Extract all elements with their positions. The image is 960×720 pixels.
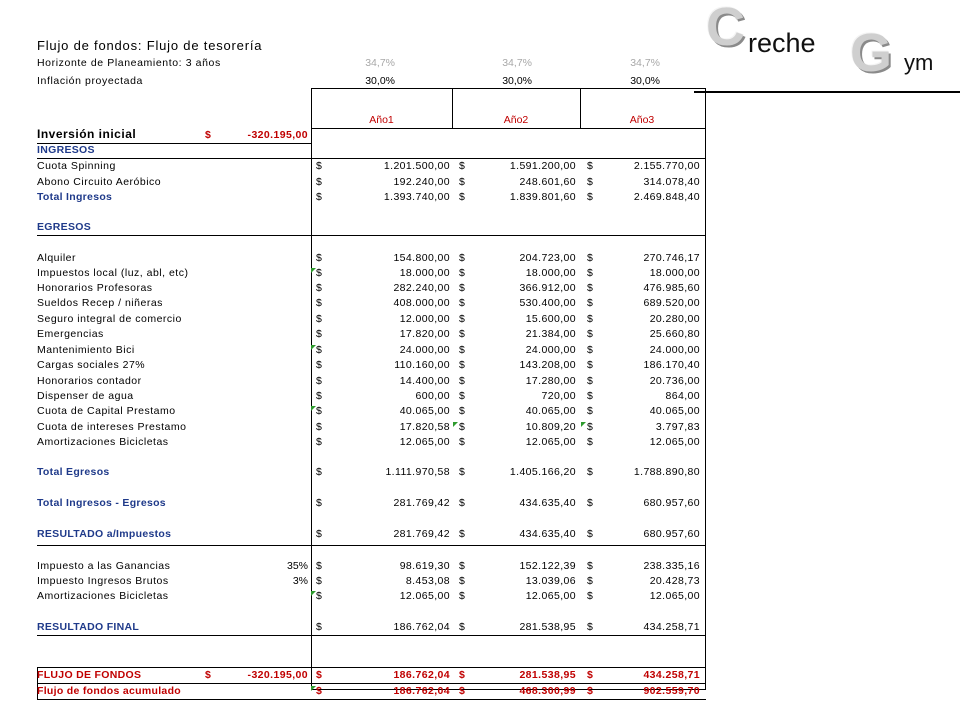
row-currency: $ (316, 528, 322, 540)
row-value: 20.280,00 (649, 313, 700, 325)
row-currency: $ (316, 685, 322, 697)
row-currency: $ (587, 560, 593, 572)
row-value: 12.065,00 (649, 436, 700, 448)
row-currency: $ (587, 466, 593, 478)
row-currency: $ (587, 590, 593, 602)
row-label: Mantenimiento Bici (37, 344, 135, 356)
row-currency: $ (459, 297, 465, 309)
investment-currency: $ (205, 129, 211, 141)
row-currency: $ (459, 436, 465, 448)
row-currency: $ (316, 252, 322, 264)
row-value: 270.746,17 (643, 252, 700, 264)
row-currency: $ (316, 405, 322, 417)
row-label: Sueldos Recep / niñeras (37, 297, 163, 309)
row-value: 1.405.166,20 (509, 466, 576, 478)
row-currency: $ (459, 313, 465, 325)
ingresos-divider (37, 158, 706, 159)
row-value: 12.065,00 (525, 590, 576, 602)
row-currency: $ (587, 621, 593, 633)
row-value: 408.000,00 (393, 297, 450, 309)
row-currency: $ (587, 160, 593, 172)
year-header-3: Año3 (629, 114, 655, 126)
table-row (0, 436, 960, 452)
row-currency: $ (587, 328, 593, 340)
row-value: 689.520,00 (643, 297, 700, 309)
row-currency: $ (459, 328, 465, 340)
row-label: Impuestos local (luz, abl, etc) (37, 267, 189, 279)
table-row (0, 297, 960, 313)
row-currency: $ (316, 282, 322, 294)
table-row (0, 575, 960, 591)
row-currency: $ (587, 344, 593, 356)
row-currency: $ (587, 375, 593, 387)
tax-divider (37, 545, 706, 546)
row-label: Cuota Spinning (37, 160, 116, 172)
row-value: 186.762,04 (393, 669, 450, 681)
row-label: Total Egresos (37, 466, 110, 478)
row-currency: $ (459, 267, 465, 279)
row-currency: $ (316, 436, 322, 448)
horizon-value-1: 34,7% (365, 57, 395, 69)
row-value: 864,00 (665, 390, 700, 402)
row-value: 1.111.970,58 (385, 466, 450, 478)
row-currency: $ (459, 390, 465, 402)
row-currency: $ (587, 390, 593, 402)
cell-comment-marker (311, 591, 316, 596)
row-currency: $ (459, 344, 465, 356)
row-currency: $ (587, 421, 593, 433)
row-currency: $ (587, 359, 593, 371)
row-currency: $ (587, 669, 593, 681)
row-value: 314.078,40 (643, 176, 700, 188)
row-currency: $ (459, 252, 465, 264)
row-value: 204.723,00 (519, 252, 576, 264)
sheet-title: Flujo de fondos: Flujo de tesorería (37, 38, 263, 53)
row-value: 17.280,00 (525, 375, 576, 387)
row-label: Honorarios contador (37, 375, 142, 387)
table-row (0, 252, 960, 268)
row-value: 186.170,40 (643, 359, 700, 371)
row-label: Cargas sociales 27% (37, 359, 146, 371)
table-row (0, 267, 960, 283)
row-value: 13.039,06 (525, 575, 576, 587)
row-value: 434.635,40 (519, 497, 576, 509)
row-label: Impuesto Ingresos Brutos (37, 575, 169, 587)
horizon-value-3: 34,7% (630, 57, 660, 69)
row-currency: $ (459, 405, 465, 417)
row-currency: $ (316, 297, 322, 309)
table-row (0, 344, 960, 360)
row-currency: $ (587, 282, 593, 294)
row-value: 238.335,16 (643, 560, 700, 572)
table-row (0, 405, 960, 421)
row-value: 720,00 (541, 390, 576, 402)
row-value: 40.065,00 (649, 405, 700, 417)
row-currency: $ (459, 282, 465, 294)
row-currency: $ (459, 575, 465, 587)
row-currency: $ (587, 267, 593, 279)
row-value: 1.393.740,00 (383, 191, 450, 203)
row-value: 281.769,42 (393, 497, 450, 509)
logo-word-reche: reche (748, 28, 816, 58)
row-currency: $ (316, 267, 322, 279)
row-label: Seguro integral de comercio (37, 313, 182, 325)
cell-comment-marker (311, 686, 316, 691)
row-currency: $ (587, 297, 593, 309)
row-label: FLUJO DE FONDOS (37, 669, 142, 681)
row-value: 98.619,30 (399, 560, 450, 572)
row-currency: $ (587, 497, 593, 509)
row-value: 366.912,00 (519, 282, 576, 294)
table-row (0, 621, 960, 637)
row-value: 281.769,42 (393, 528, 450, 540)
row-value: 2.155.770,00 (633, 160, 700, 172)
row-value: 8.453,08 (405, 575, 450, 587)
row-value: 25.660,80 (649, 328, 700, 340)
row-value: 152.122,39 (519, 560, 576, 572)
row-value: 18.000,00 (399, 267, 450, 279)
row-percent: 35% (286, 560, 308, 572)
table-row (0, 590, 960, 606)
row-value: 154.800,00 (393, 252, 450, 264)
table-row (0, 359, 960, 375)
row-value: 434.258,71 (643, 669, 700, 681)
table-row (0, 313, 960, 329)
row-currency: $ (316, 560, 322, 572)
row-currency: $ (316, 375, 322, 387)
row-currency: $ (459, 176, 465, 188)
row-value: 12.000,00 (399, 313, 450, 325)
row-currency: $ (316, 390, 322, 402)
logo-letter-g: G (850, 23, 893, 83)
row-value: 12.065,00 (525, 436, 576, 448)
row-value: 21.384,00 (525, 328, 576, 340)
row-value: 40.065,00 (525, 405, 576, 417)
row-label: Flujo de fondos acumulado (37, 685, 181, 697)
section-ingresos: INGRESOS (37, 144, 95, 156)
table-row (0, 328, 960, 344)
header-divider (311, 128, 706, 129)
row-currency: $ (316, 669, 322, 681)
row-currency: $ (459, 528, 465, 540)
row-currency: $ (459, 669, 465, 681)
horizon-value-2: 34,7% (502, 57, 532, 69)
table-row (0, 282, 960, 298)
inflation-value-2: 30,0% (502, 75, 532, 87)
table-row (0, 466, 960, 482)
cell-comment-marker (311, 345, 316, 350)
creche-gym-logo (690, 0, 960, 95)
row-label: Emergencias (37, 328, 104, 340)
row-value: 1.201.500,00 (383, 160, 450, 172)
row-currency: $ (316, 359, 322, 371)
row-currency: $ (316, 344, 322, 356)
row-value: 530.400,00 (519, 297, 576, 309)
egresos-divider (37, 235, 706, 236)
row-currency: $ (587, 191, 593, 203)
row-value: 17.820,00 (399, 328, 450, 340)
row-label: Cuota de Capital Prestamo (37, 405, 176, 417)
row-currency: $ (459, 497, 465, 509)
row-currency: $ (316, 466, 322, 478)
row-currency: $ (316, 497, 322, 509)
row-currency: $ (316, 621, 322, 633)
cell-comment-marker (581, 422, 586, 427)
section-egresos: EGRESOS (37, 221, 92, 233)
table-row (0, 191, 960, 207)
row-currency: $ (587, 313, 593, 325)
horizon-label: Horizonte de Planeamiento: 3 años (37, 57, 221, 69)
row-value: 680.957,60 (643, 497, 700, 509)
row-percent: 3% (292, 575, 308, 587)
row-currency: $ (587, 176, 593, 188)
row-currency: $ (459, 160, 465, 172)
row-currency: $ (316, 575, 322, 587)
row-value: 186.762,04 (393, 621, 450, 633)
row-value: 476.985,60 (643, 282, 700, 294)
row-value: 24.000,00 (649, 344, 700, 356)
row-currency: $ (316, 160, 322, 172)
row-currency: $ (587, 685, 593, 697)
table-row (0, 685, 960, 701)
table-row (0, 375, 960, 391)
investment-label: Inversión inicial (37, 127, 137, 141)
row-currency: $ (316, 421, 322, 433)
row-value: -320.195,00 (247, 669, 308, 681)
row-value: 1.788.890,80 (633, 466, 700, 478)
row-currency: $ (459, 421, 465, 433)
row-currency: $ (459, 191, 465, 203)
row-label: Alquiler (37, 252, 77, 264)
row-label: Abono Circuito Aeróbico (37, 176, 162, 188)
row-value: 1.591.200,00 (509, 160, 576, 172)
row-currency: $ (459, 466, 465, 478)
flow-top-divider (37, 667, 706, 668)
table-row (0, 160, 960, 176)
year-header-2: Año2 (503, 114, 529, 126)
row-currency: $ (587, 405, 593, 417)
row-value: 20.428,73 (649, 575, 700, 587)
row-value: 20.736,00 (649, 375, 700, 387)
row-value: 186.762,04 (393, 685, 450, 697)
row-value: 434.258,71 (643, 621, 700, 633)
cell-comment-marker (311, 406, 316, 411)
row-label: Total Ingresos - Egresos (37, 497, 166, 509)
row-currency: $ (316, 191, 322, 203)
row-currency: $ (316, 313, 322, 325)
logo-underline (694, 91, 960, 93)
row-value: 12.065,00 (649, 590, 700, 602)
row-value: 248.601,60 (519, 176, 576, 188)
table-row (0, 497, 960, 513)
row-currency: $ (459, 359, 465, 371)
row-value: 14.400,00 (399, 375, 450, 387)
row-currency: $ (587, 528, 593, 540)
logo-word-ym: ym (904, 50, 934, 75)
row-value: 12.065,00 (399, 436, 450, 448)
row-label: RESULTADO a/Impuestos (37, 528, 172, 540)
cell-comment-marker (311, 268, 316, 273)
row-value: 24.000,00 (399, 344, 450, 356)
year-header-1: Año1 (369, 114, 394, 126)
row-value: 110.160,00 (394, 359, 450, 371)
row-label: Impuesto a las Ganancias (37, 560, 171, 572)
cell-comment-marker (453, 422, 458, 427)
row-label: Total Ingresos (37, 191, 113, 203)
row-value: 434.635,40 (519, 528, 576, 540)
inflation-value-1: 30,0% (365, 75, 395, 87)
logo-letter-c: C (706, 0, 745, 57)
row-label: Amortizaciones Bicicletas (37, 436, 169, 448)
table-row (0, 669, 960, 685)
investment-value: -320.195,00 (247, 129, 308, 141)
table-row (0, 390, 960, 406)
row-value: 281.538,95 (519, 621, 576, 633)
row-value: 281.538,95 (519, 669, 576, 681)
table-row (0, 176, 960, 192)
row-currency: $ (459, 621, 465, 633)
row-value: 680.957,60 (643, 528, 700, 540)
row-label: Cuota de intereses Prestamo (37, 421, 187, 433)
row-value: 10.809,20 (525, 421, 576, 433)
row-value: 18.000,00 (649, 267, 700, 279)
row-currency: $ (459, 685, 465, 697)
row-value: 192.240,00 (393, 176, 450, 188)
row-value: 902.559,70 (643, 685, 700, 697)
row-value: 600,00 (415, 390, 450, 402)
row-value: 143.208,00 (519, 359, 576, 371)
row-currency: $ (587, 575, 593, 587)
table-row (0, 560, 960, 576)
row-value: 282.240,00 (393, 282, 450, 294)
table-row (0, 421, 960, 437)
row-label: Dispenser de agua (37, 390, 134, 402)
row-value: 12.065,00 (399, 590, 450, 602)
inflation-label: Inflación proyectada (37, 75, 143, 87)
row-label: Amortizaciones Bicicletas (37, 590, 169, 602)
row-value: 3.797,83 (655, 421, 700, 433)
row-value: 15.600,00 (525, 313, 576, 325)
row-currency: $ (316, 176, 322, 188)
row-value: 468.300,99 (519, 685, 576, 697)
row-currency: $ (587, 252, 593, 264)
row-currency: $ (587, 436, 593, 448)
row-value: 18.000,00 (525, 267, 576, 279)
row-label: RESULTADO FINAL (37, 621, 140, 633)
table-row (0, 528, 960, 544)
inflation-value-3: 30,0% (630, 75, 660, 87)
row-currency: $ (459, 590, 465, 602)
row-value: 2.469.848,40 (633, 191, 700, 203)
row-value: 17.820,58 (399, 421, 450, 433)
row-value: 24.000,00 (525, 344, 576, 356)
row-currency: $ (316, 328, 322, 340)
row-value: 1.839.801,60 (509, 191, 576, 203)
row-currency: $ (459, 375, 465, 387)
row-currency: $ (316, 590, 322, 602)
row-currency: $ (205, 669, 211, 681)
row-label: Honorarios Profesoras (37, 282, 153, 294)
row-value: 40.065,00 (399, 405, 450, 417)
row-currency: $ (459, 560, 465, 572)
